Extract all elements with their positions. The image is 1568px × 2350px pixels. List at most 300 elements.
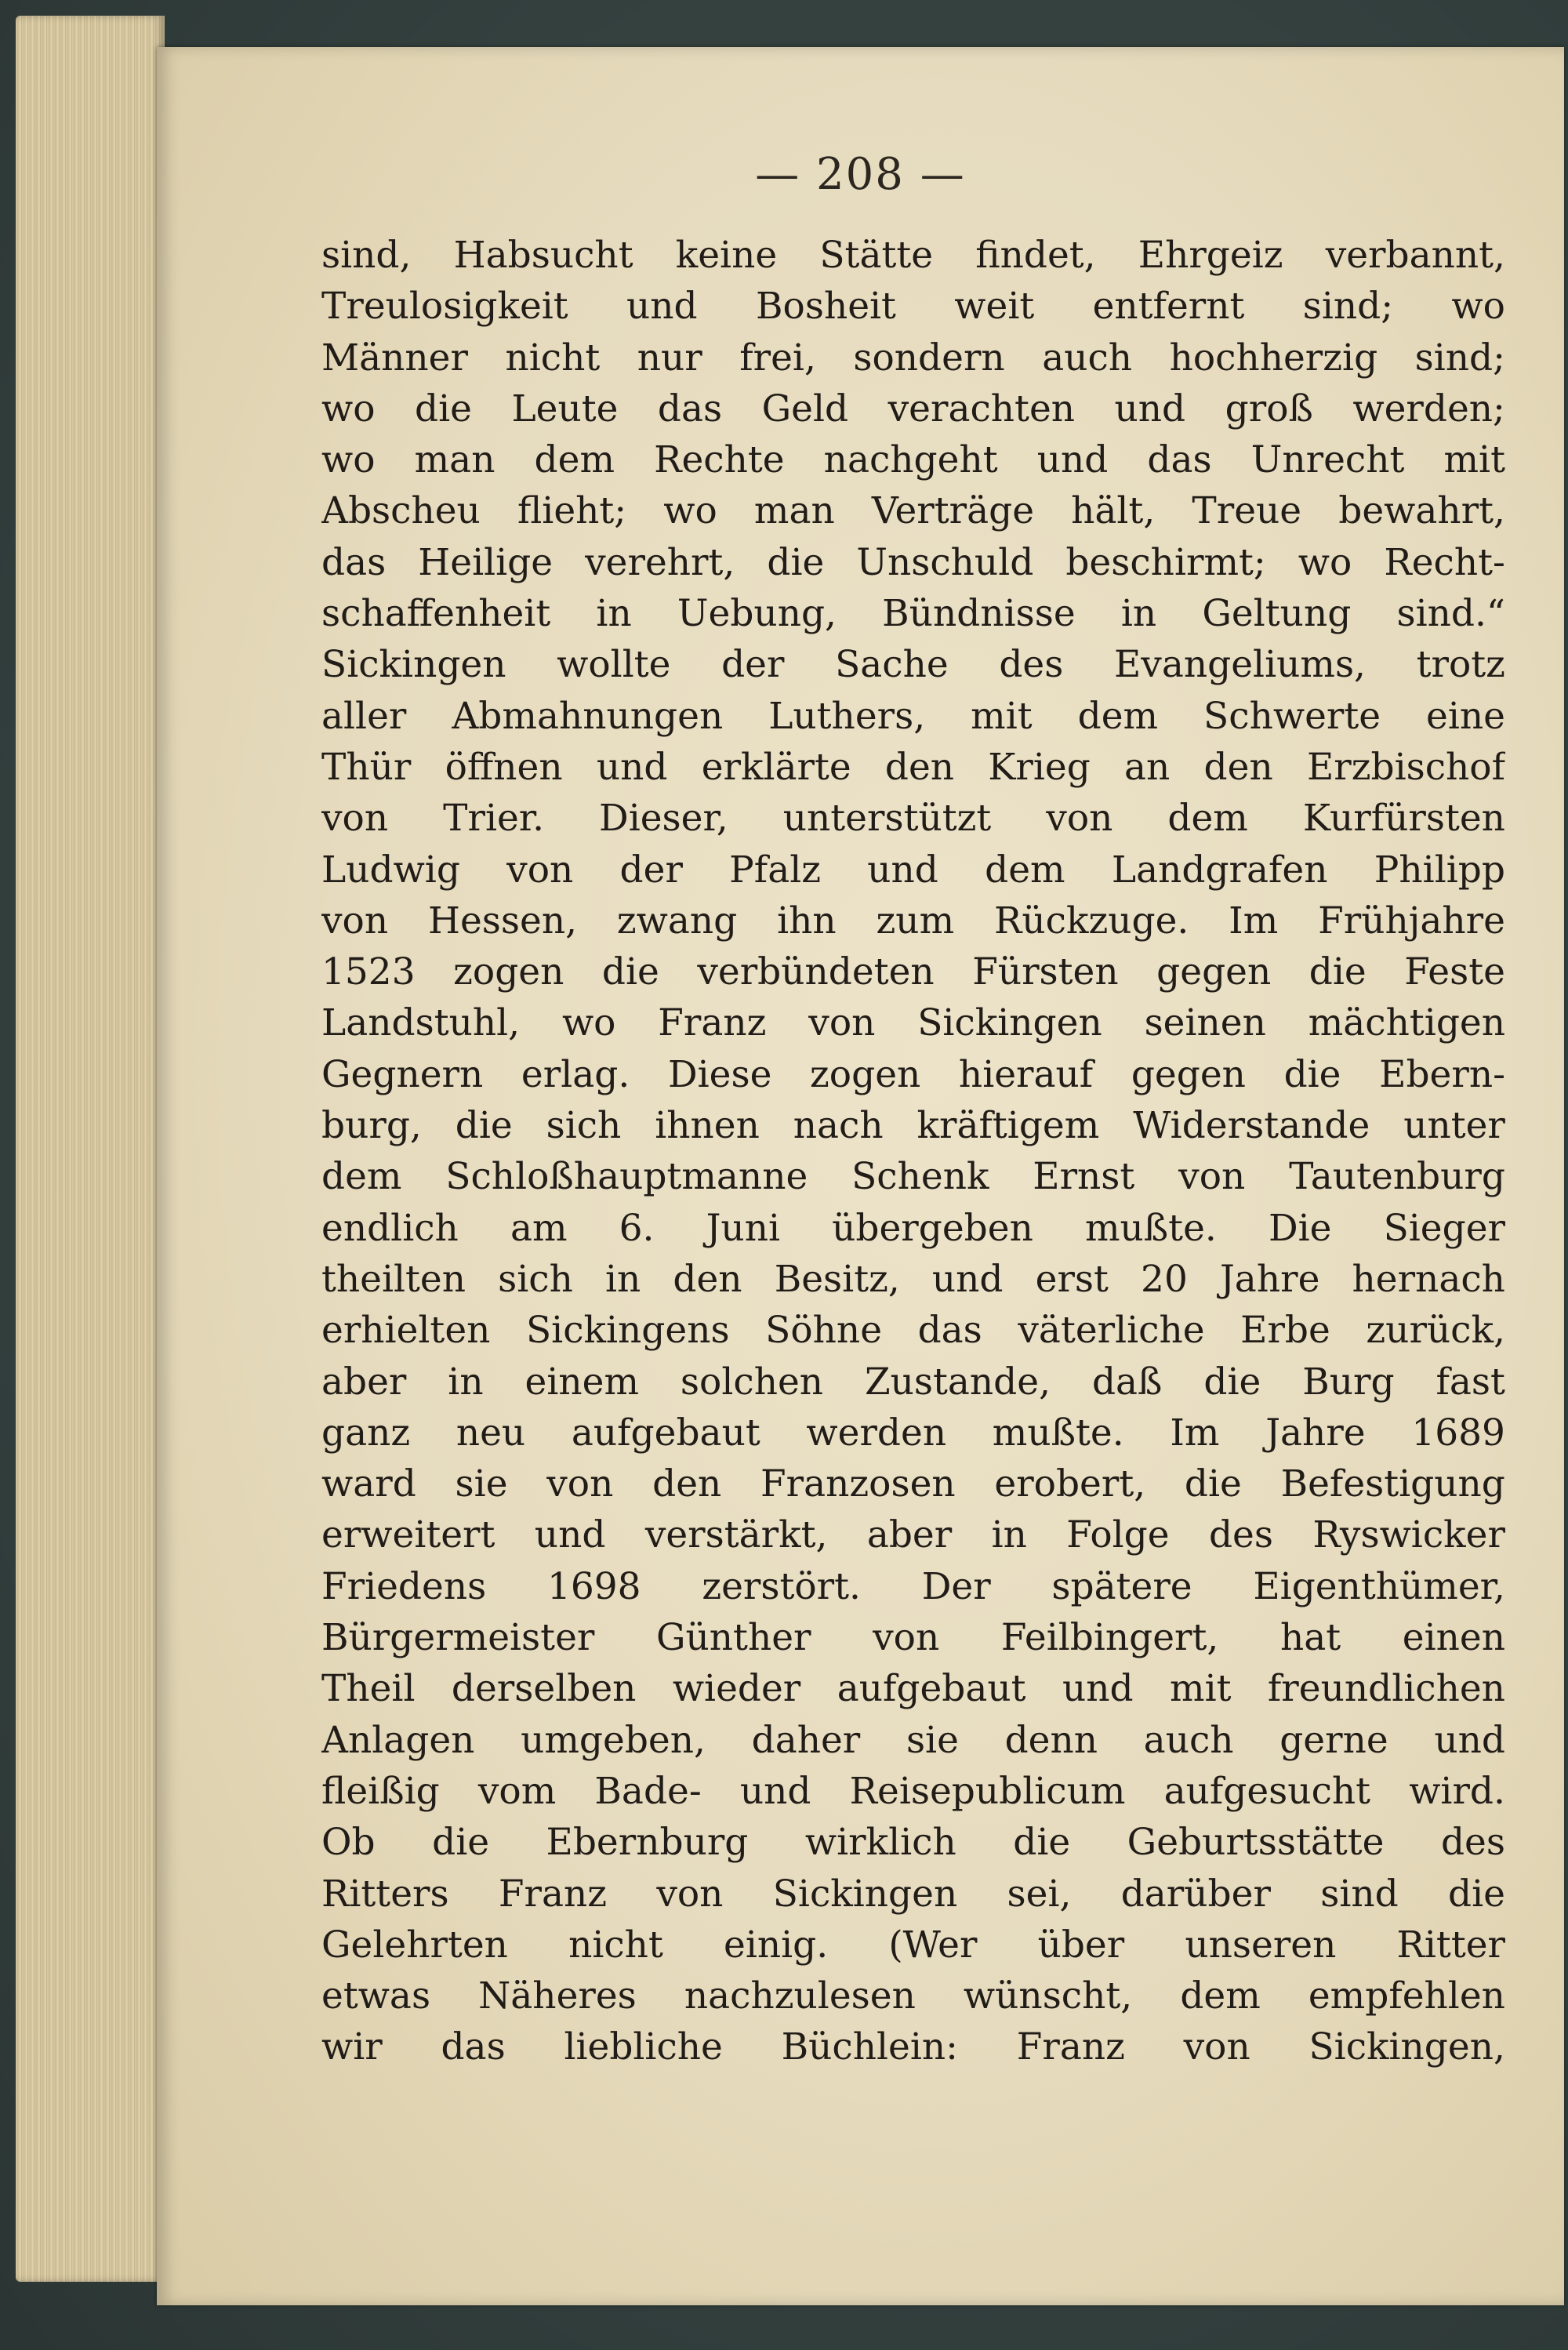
word: sie xyxy=(455,1462,508,1506)
word: Widerstande xyxy=(1133,1104,1370,1148)
word: endlich xyxy=(321,1206,459,1250)
word: groß xyxy=(1225,387,1313,430)
word: keine xyxy=(675,234,778,277)
text-line xyxy=(321,848,1505,899)
word: Franz xyxy=(498,1872,608,1916)
word: hierauf xyxy=(958,1052,1094,1096)
word: von xyxy=(808,1001,876,1045)
word: ihn xyxy=(777,899,837,943)
word: und xyxy=(626,285,698,329)
word: die xyxy=(415,387,472,430)
word: Befestigung xyxy=(1280,1462,1505,1506)
word: mächtigen xyxy=(1308,1001,1505,1045)
word: verstärkt, xyxy=(644,1513,828,1557)
word: Diese xyxy=(667,1052,772,1096)
word: des xyxy=(999,643,1064,687)
text-line xyxy=(321,1207,1505,1258)
word: von xyxy=(506,848,574,892)
text-line xyxy=(321,797,1505,848)
word: Burg xyxy=(1302,1360,1395,1404)
word: kräftigem xyxy=(916,1104,1100,1148)
word: freundlichen xyxy=(1267,1667,1505,1711)
word: fast xyxy=(1436,1360,1505,1404)
page-number: — 208 — xyxy=(755,149,966,200)
text-line xyxy=(321,1821,1505,1872)
word: ihnen xyxy=(655,1104,760,1148)
word: erobert, xyxy=(994,1462,1146,1506)
word: den xyxy=(652,1462,722,1506)
word: Sickingen xyxy=(917,1001,1102,1045)
word: aufgebaut xyxy=(837,1667,1026,1711)
text-line xyxy=(321,1411,1505,1462)
word: sondern xyxy=(853,336,1005,380)
word: Frühjahre xyxy=(1318,899,1505,943)
text-line xyxy=(321,1513,1505,1564)
word: einen xyxy=(1402,1616,1505,1660)
word: das xyxy=(657,387,723,430)
word: zurück, xyxy=(1366,1309,1505,1353)
word: von xyxy=(321,797,389,841)
word: verachten xyxy=(887,387,1076,430)
text-line xyxy=(321,1565,1505,1616)
text-line xyxy=(321,2025,1505,2076)
word: Tautenburg xyxy=(1289,1155,1505,1199)
word: unseren xyxy=(1185,1923,1337,1967)
word: Rechte xyxy=(654,438,785,482)
word: wirklich xyxy=(804,1821,956,1865)
word: mußte. xyxy=(1084,1206,1217,1250)
word: Sickingen xyxy=(321,643,506,687)
word: dem xyxy=(1180,1974,1261,2018)
text-line xyxy=(321,1155,1505,1206)
word: daß xyxy=(1091,1360,1163,1404)
word: Geburtsstätte xyxy=(1127,1821,1385,1865)
word: am xyxy=(510,1206,568,1250)
word: Der xyxy=(921,1564,991,1608)
word: nur xyxy=(637,336,702,380)
word: väterliche xyxy=(1018,1309,1205,1353)
word: zwang xyxy=(616,899,738,943)
word: Habsucht xyxy=(453,234,633,277)
word: Dieser, xyxy=(599,797,728,841)
word: Stätte xyxy=(819,234,934,277)
word: hochherzig xyxy=(1169,336,1378,380)
word: Philipp xyxy=(1374,848,1505,892)
word: mit xyxy=(971,694,1033,738)
word: nachzulesen xyxy=(684,1974,916,2018)
text-line xyxy=(321,899,1505,950)
word: 20 xyxy=(1141,1257,1188,1301)
text-line xyxy=(321,387,1505,438)
word: Ernst xyxy=(1033,1155,1135,1199)
word: Ritter xyxy=(1396,1923,1505,1967)
text-line xyxy=(321,336,1505,387)
word: unter xyxy=(1403,1104,1505,1148)
word: flieht; xyxy=(517,489,627,533)
word: Sickingen, xyxy=(1308,2025,1505,2069)
word: von xyxy=(873,1616,940,1660)
text-line xyxy=(321,285,1505,336)
word: Erzbischof xyxy=(1306,745,1505,789)
word: wollte xyxy=(557,643,671,687)
word: einig. xyxy=(724,1923,829,1967)
word: in xyxy=(448,1360,484,1404)
word: nachgeht xyxy=(823,438,998,482)
word: werden; xyxy=(1352,387,1505,430)
word: mit xyxy=(1443,438,1505,482)
word: an xyxy=(1124,745,1171,789)
word: die xyxy=(1013,1821,1071,1865)
word: aufgesucht xyxy=(1163,1769,1371,1813)
word: nicht xyxy=(505,336,601,380)
word: von xyxy=(1046,797,1113,841)
word: weit xyxy=(954,285,1035,329)
word: wünscht, xyxy=(963,1974,1133,2018)
word: Kurfürsten xyxy=(1302,797,1505,841)
text-line xyxy=(321,1770,1505,1821)
word: Sache xyxy=(835,643,949,687)
word: Erbe xyxy=(1240,1309,1330,1353)
word: von xyxy=(546,1462,614,1506)
word: erlag. xyxy=(521,1052,630,1096)
word: Unschuld xyxy=(856,540,1034,584)
word: Ebern- xyxy=(1379,1052,1505,1096)
word: nicht xyxy=(568,1923,663,1967)
word: wird. xyxy=(1409,1769,1505,1813)
word: sind xyxy=(1320,1872,1399,1916)
word: übergeben xyxy=(832,1206,1033,1250)
word: 1698 xyxy=(546,1564,641,1608)
word: darüber xyxy=(1120,1872,1271,1916)
word: entfernt xyxy=(1092,285,1245,329)
word: Luthers, xyxy=(768,694,926,738)
word: eine xyxy=(1426,694,1505,738)
word: Thür xyxy=(321,745,412,789)
word: und xyxy=(1062,1667,1134,1711)
word: ganz xyxy=(321,1411,411,1455)
word: Männer xyxy=(321,336,468,380)
word: in xyxy=(991,1513,1027,1557)
word: mußte. xyxy=(992,1411,1124,1455)
word: die xyxy=(1308,950,1367,994)
word: Pfalz xyxy=(729,848,822,892)
word: Franz xyxy=(1016,2025,1125,2069)
word: Gelehrten xyxy=(321,1923,508,1967)
word: verbündeten xyxy=(697,950,935,994)
word: Landstuhl, xyxy=(321,1001,521,1045)
word: (Wer xyxy=(888,1923,978,1967)
word: Krieg xyxy=(988,745,1091,789)
word: mit xyxy=(1170,1667,1232,1711)
word: Hessen, xyxy=(427,899,578,943)
word: hernach xyxy=(1352,1257,1505,1301)
word: wo xyxy=(321,438,376,482)
word: Recht- xyxy=(1384,540,1505,584)
word: Besitz, xyxy=(774,1257,900,1301)
word: zogen xyxy=(453,950,564,994)
word: erweitert xyxy=(321,1513,495,1557)
word: Büchlein: xyxy=(781,2025,958,2069)
text-line xyxy=(321,1053,1505,1104)
text-line xyxy=(321,489,1505,540)
word: aber xyxy=(321,1360,407,1404)
word: theilten xyxy=(321,1257,466,1301)
word: Schwerte xyxy=(1203,694,1381,738)
text-line xyxy=(321,1360,1505,1411)
word: 6. xyxy=(619,1206,655,1250)
word: erklärte xyxy=(701,745,851,789)
word: ward xyxy=(321,1462,416,1506)
word: von xyxy=(321,899,389,943)
word: Anlagen xyxy=(321,1718,475,1762)
word: und xyxy=(596,745,668,789)
word: denn xyxy=(1004,1718,1098,1762)
word: verehrt, xyxy=(585,540,735,584)
word: und xyxy=(1434,1718,1505,1762)
page-edges xyxy=(16,16,165,2282)
text-line xyxy=(321,1001,1505,1052)
word: Sickingens xyxy=(525,1309,730,1353)
word: das xyxy=(441,2025,506,2069)
word: zogen xyxy=(810,1052,921,1096)
word: Ritters xyxy=(321,1872,449,1916)
word: burg, xyxy=(321,1104,422,1148)
word: Bosheit xyxy=(755,285,896,329)
word: Evangeliums, xyxy=(1113,643,1366,687)
word: Rückzuge. xyxy=(993,899,1189,943)
text-line xyxy=(321,541,1505,592)
text-line xyxy=(321,1719,1505,1770)
word: Theil xyxy=(321,1667,416,1711)
word: sind; xyxy=(1414,336,1505,380)
word: wieder xyxy=(672,1667,801,1711)
text-line xyxy=(321,695,1505,746)
word: auch xyxy=(1143,1718,1234,1762)
word: Geltung xyxy=(1202,592,1352,636)
word: aufgebaut xyxy=(571,1411,760,1455)
word: Fürsten xyxy=(972,950,1119,994)
word: Geld xyxy=(761,387,849,430)
word: die xyxy=(455,1104,513,1148)
word: unterstützt xyxy=(782,797,992,841)
text-line xyxy=(321,234,1505,285)
word: Gegnern xyxy=(321,1052,484,1096)
word: Ehrgeiz xyxy=(1138,234,1283,277)
word: empfehlen xyxy=(1308,1974,1505,2018)
word: Im xyxy=(1229,899,1279,943)
word: der xyxy=(721,643,785,687)
word: 1523 xyxy=(321,950,416,994)
word: Juni xyxy=(706,1206,781,1250)
word: des xyxy=(1440,1821,1505,1865)
word: Trier. xyxy=(443,797,545,841)
word: frei, xyxy=(739,336,816,380)
word: Treulosigkeit xyxy=(321,285,568,329)
word: sich xyxy=(498,1257,573,1301)
word: wo xyxy=(1298,540,1352,584)
word: und xyxy=(1114,387,1186,430)
word: die xyxy=(1283,1052,1341,1096)
body-text xyxy=(321,234,1505,2077)
word: sie xyxy=(906,1718,959,1762)
word: bewahrt, xyxy=(1338,489,1505,533)
word: Günther xyxy=(655,1616,811,1660)
word: Bündnisse xyxy=(882,592,1076,636)
word: gegen xyxy=(1131,1052,1246,1096)
text-line xyxy=(321,1667,1505,1718)
text-line xyxy=(321,592,1505,643)
word: öffnen xyxy=(445,745,563,789)
word: solchen xyxy=(680,1360,824,1404)
word: seinen xyxy=(1144,1001,1266,1045)
word: und xyxy=(931,1257,1004,1301)
word: schaffenheit xyxy=(321,592,551,636)
word: Schenk xyxy=(851,1155,989,1199)
word: aber xyxy=(866,1513,953,1557)
text-line xyxy=(321,643,1505,694)
text-line xyxy=(321,1104,1505,1155)
text-line xyxy=(321,1258,1505,1309)
word: das xyxy=(917,1309,982,1353)
word: dem xyxy=(1077,694,1159,738)
word: hat xyxy=(1279,1616,1341,1660)
word: das xyxy=(1147,438,1212,482)
word: Heilige xyxy=(418,540,554,584)
word: der xyxy=(619,848,683,892)
word: Reisepublicum xyxy=(849,1769,1126,1813)
word: und xyxy=(867,848,938,892)
word: fleißig xyxy=(321,1769,440,1813)
word: Leute xyxy=(511,387,619,430)
word: vom xyxy=(477,1769,557,1813)
word: Die xyxy=(1268,1206,1332,1250)
word: Ebernburg xyxy=(546,1821,749,1865)
word: und xyxy=(739,1769,811,1813)
word: nach xyxy=(793,1104,884,1148)
word: Ryswicker xyxy=(1312,1513,1505,1557)
word: erst xyxy=(1035,1257,1109,1301)
word: des xyxy=(1208,1513,1273,1557)
word: von xyxy=(1178,1155,1246,1199)
word: sind; xyxy=(1302,285,1394,329)
word: die xyxy=(1184,1462,1242,1506)
word: dem xyxy=(1167,797,1248,841)
word: wir xyxy=(321,2025,383,2069)
word: wo xyxy=(663,489,717,533)
word: in xyxy=(596,592,632,636)
word: Bade- xyxy=(594,1769,702,1813)
word: dem xyxy=(534,438,615,482)
word: trotz xyxy=(1416,643,1505,687)
word: die xyxy=(767,540,825,584)
word: von xyxy=(656,1872,724,1916)
word: gegen xyxy=(1156,950,1272,994)
word: beschirmt; xyxy=(1065,540,1266,584)
word: dem xyxy=(321,1155,402,1199)
word: liebliche xyxy=(564,2025,723,2069)
word: Friedens xyxy=(321,1564,487,1608)
word: Im xyxy=(1170,1411,1220,1455)
word: den xyxy=(884,745,955,789)
word: dem xyxy=(985,848,1065,892)
word: Uebung, xyxy=(677,592,837,636)
word: über xyxy=(1037,1923,1125,1967)
word: sei, xyxy=(1007,1872,1072,1916)
word: wo xyxy=(561,1001,616,1045)
word: gerne xyxy=(1279,1718,1388,1762)
word: den xyxy=(1203,745,1273,789)
word: Bürgermeister xyxy=(321,1616,595,1660)
word: man xyxy=(753,489,835,533)
word: Unrecht xyxy=(1250,438,1405,482)
word: neu xyxy=(456,1411,526,1455)
word: verbannt, xyxy=(1325,234,1505,277)
word: Jahre xyxy=(1219,1257,1320,1301)
word: Verträge xyxy=(871,489,1035,533)
word: 1689 xyxy=(1411,1411,1505,1455)
word: sich xyxy=(546,1104,622,1148)
word: die xyxy=(1448,1872,1505,1916)
word: sind.“ xyxy=(1396,592,1505,636)
book-page xyxy=(157,47,1564,2305)
word: Feste xyxy=(1404,950,1505,994)
word: Ludwig xyxy=(321,848,460,892)
text-line xyxy=(321,1974,1505,2025)
word: daher xyxy=(751,1718,861,1762)
word: Abscheu xyxy=(321,489,481,533)
text-line xyxy=(321,950,1505,1001)
word: Landgrafen xyxy=(1111,848,1328,892)
word: und xyxy=(534,1513,606,1557)
word: Franzosen xyxy=(760,1462,956,1506)
word: Sieger xyxy=(1383,1206,1505,1250)
word: in xyxy=(604,1257,641,1301)
word: Treue xyxy=(1192,489,1302,533)
word: Jahre xyxy=(1265,1411,1366,1455)
word: in xyxy=(1120,592,1157,636)
word: Sickingen xyxy=(772,1872,958,1916)
text-line xyxy=(321,1616,1505,1667)
word: sind, xyxy=(321,234,412,277)
word: die xyxy=(432,1821,490,1865)
word: einem xyxy=(524,1360,640,1404)
word: auch xyxy=(1042,336,1133,380)
word: das xyxy=(321,540,387,584)
text-line xyxy=(321,438,1505,489)
word: wo xyxy=(1451,285,1505,329)
word: Folge xyxy=(1066,1513,1170,1557)
word: erhielten xyxy=(321,1309,491,1353)
word: Näheres xyxy=(478,1974,637,2018)
word: zum xyxy=(876,899,955,943)
word: Schloßhauptmanne xyxy=(445,1155,808,1199)
word: Abmahnungen xyxy=(452,694,724,738)
word: Söhne xyxy=(765,1309,883,1353)
word: Eigenthümer, xyxy=(1253,1564,1505,1608)
word: Franz xyxy=(658,1001,767,1045)
text-line xyxy=(321,1872,1505,1923)
word: findet, xyxy=(975,234,1096,277)
word: umgeben, xyxy=(521,1718,706,1762)
word: man xyxy=(414,438,495,482)
text-line xyxy=(321,1923,1505,1974)
word: spätere xyxy=(1051,1564,1192,1608)
word: den xyxy=(673,1257,742,1301)
word: werden xyxy=(806,1411,947,1455)
word: die xyxy=(601,950,659,994)
word: Feilbingert, xyxy=(1000,1616,1219,1660)
text-line xyxy=(321,746,1505,797)
